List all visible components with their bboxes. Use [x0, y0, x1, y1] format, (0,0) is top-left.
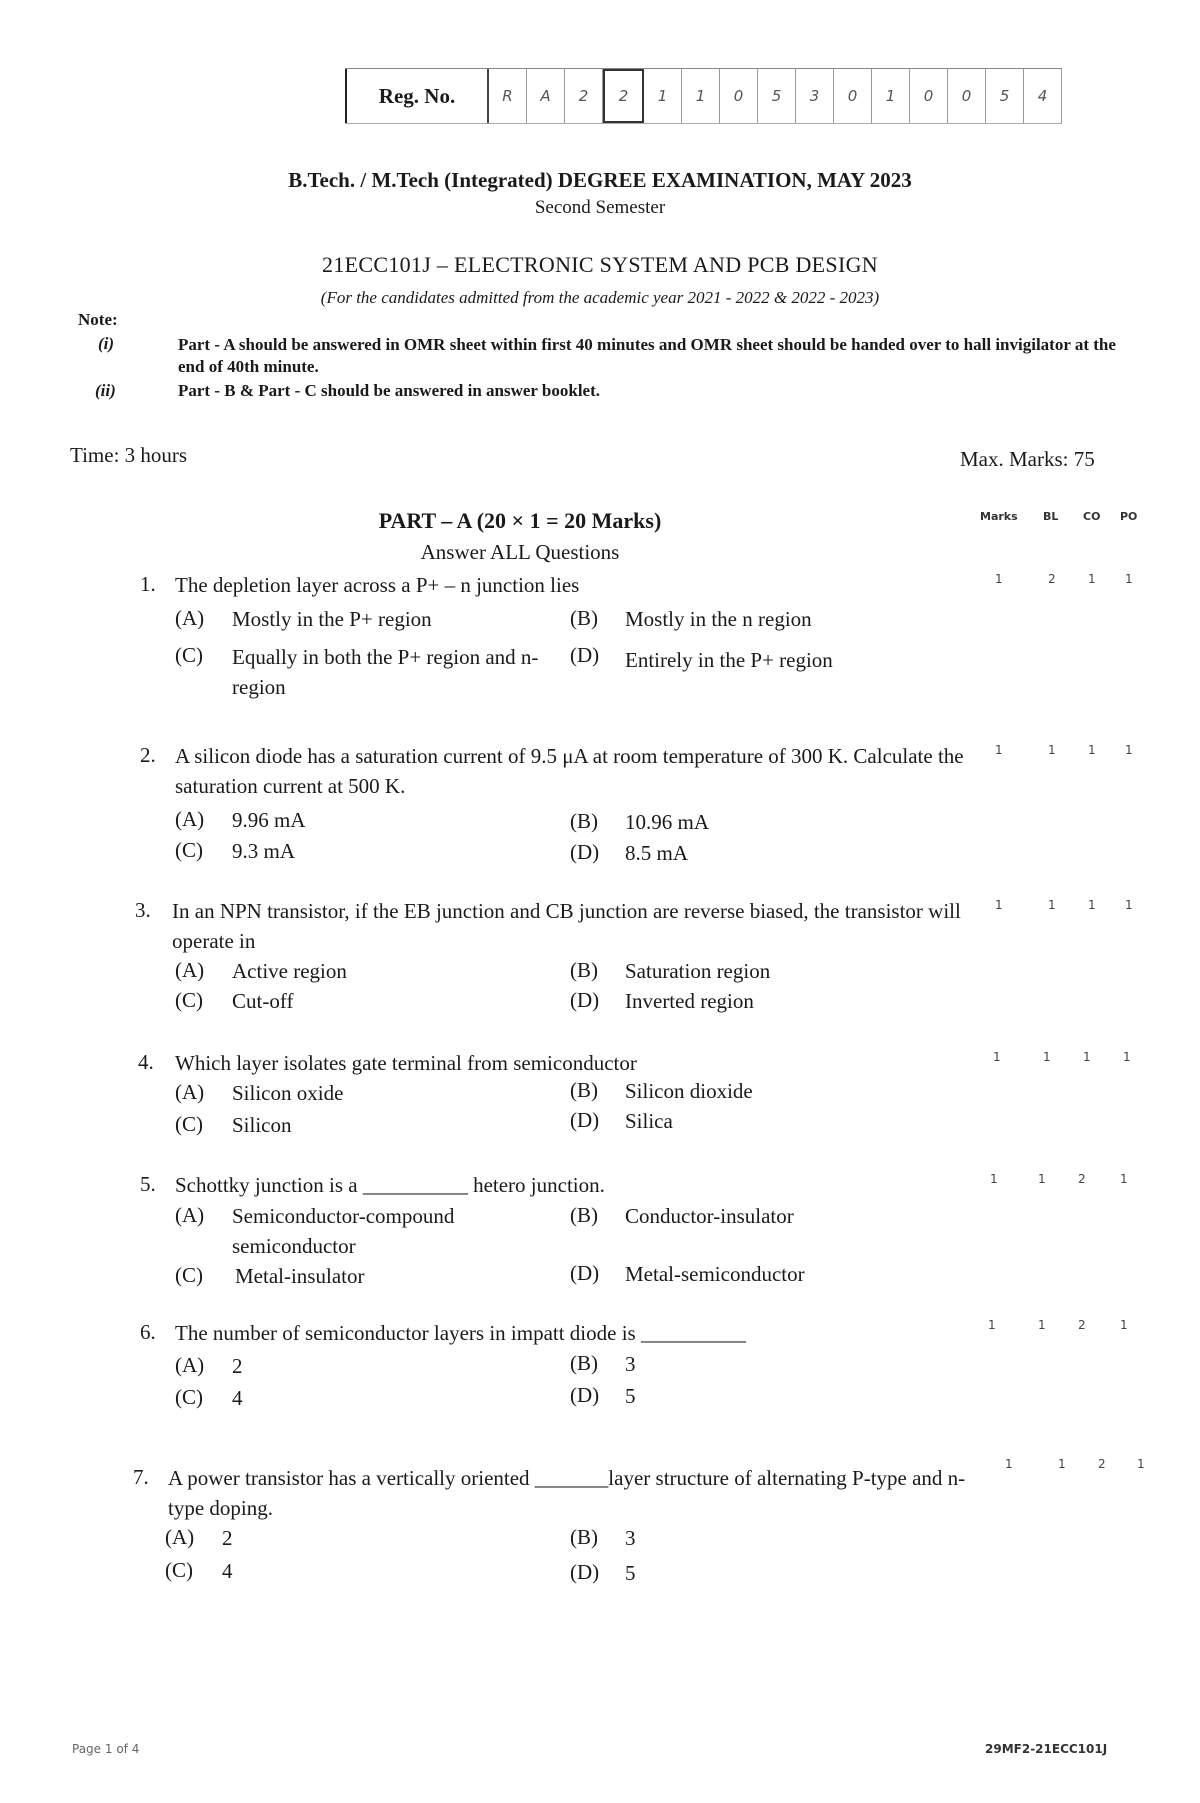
co-header: CO — [1083, 510, 1101, 523]
bl-value: 2 — [1048, 572, 1056, 586]
reg-cell: 2 — [565, 69, 603, 123]
option-text: 10.96 mA — [625, 810, 709, 834]
option-text: Inverted region — [625, 989, 754, 1013]
option-text: Equally in both the P+ region and n-region — [232, 645, 539, 699]
co-value: 1 — [1083, 1050, 1091, 1064]
option-text: 3 — [625, 1526, 636, 1550]
option-label: (A) — [165, 1525, 195, 1549]
option-label: (D) — [570, 643, 600, 667]
reg-cell: 2 — [603, 69, 644, 123]
question-text: Which layer isolates gate terminal from semiconductor — [175, 1051, 637, 1075]
question-text: The number of semiconductor layers in impatt diode is __________ — [175, 1321, 746, 1345]
option-text: 3 — [625, 1352, 636, 1376]
question-text: A silicon diode has a saturation current of 9.5 μA at room temperature of 300 K. Calculate the saturation current at 500 K. — [175, 744, 964, 798]
option-text: 2 — [232, 1354, 243, 1378]
note-text-content: Part - A should be answered in OMR sheet within first 40 minutes and OMR sheet should be handed over to hall invigilator at the end of 40th minute. — [178, 335, 1116, 376]
exam-duration: Time: 3 hours — [70, 443, 188, 467]
po-value: 1 — [1125, 743, 1133, 757]
po-header: PO — [1120, 510, 1138, 523]
option-text: 5 — [625, 1561, 636, 1585]
po-value: 1 — [1137, 1457, 1145, 1471]
paper-code: 29MF2-21ECC101J — [985, 1742, 1108, 1756]
option-text: Silicon oxide — [232, 1081, 344, 1105]
option-text: Metal-insulator — [235, 1264, 365, 1288]
marks-value: 1 — [993, 1050, 1001, 1064]
bl-value: 1 — [1048, 743, 1056, 757]
bl-value: 1 — [1043, 1050, 1051, 1064]
reg-number-box — [345, 68, 1062, 124]
reg-cell: A — [527, 69, 565, 123]
option-label: (C) — [175, 643, 203, 667]
part-a-instruction: Answer ALL Questions — [420, 540, 620, 564]
option-label: (A) — [175, 958, 205, 982]
option-text: Entirely in the P+ region — [625, 648, 833, 672]
semester: Second Semester — [534, 197, 666, 218]
question-number: 2. — [140, 743, 156, 767]
option-label: (C) — [175, 1263, 203, 1287]
part-a-title: PART – A (20 × 1 = 20 Marks) — [378, 508, 662, 533]
marks-header: Marks — [980, 510, 1018, 523]
question-number: 1. — [140, 572, 156, 596]
co-value: 1 — [1088, 898, 1096, 912]
marks-value: 1 — [995, 743, 1003, 757]
option-label: (D) — [570, 1261, 600, 1285]
marks-value: 1 — [1005, 1457, 1013, 1471]
max-marks: Max. Marks: 75 — [960, 447, 1095, 471]
reg-cell: 1 — [682, 69, 720, 123]
reg-cell: R — [489, 69, 527, 123]
note-text-content: Part - B & Part - C should be answered in answer booklet. — [178, 381, 601, 400]
reg-cell: 4 — [1024, 69, 1062, 123]
marks-value: 1 — [988, 1318, 996, 1332]
note-text — [178, 381, 1138, 401]
note-text — [178, 334, 1138, 378]
bl-value: 1 — [1048, 898, 1056, 912]
option-text: 9.96 mA — [232, 808, 306, 832]
bl-value: 1 — [1058, 1457, 1066, 1471]
option-label: (B) — [570, 1525, 598, 1549]
option-text: Mostly in the n region — [625, 607, 812, 631]
option-text: Silicon — [232, 1113, 292, 1137]
po-value: 1 — [1125, 898, 1133, 912]
question-number: 7. — [133, 1465, 149, 1489]
option-label: (C) — [175, 1112, 203, 1136]
reg-cell: 5 — [986, 69, 1024, 123]
question-text: Schottky junction is a __________ hetero junction. — [175, 1173, 605, 1197]
option-text: Cut-off — [232, 989, 294, 1013]
option-label: (D) — [570, 1560, 600, 1584]
po-value: 1 — [1120, 1318, 1128, 1332]
reg-cell: 5 — [758, 69, 796, 123]
option-label: (C) — [175, 1385, 203, 1409]
option-label: (D) — [570, 840, 600, 864]
po-value: 1 — [1125, 572, 1133, 586]
note-number: (ii) — [95, 381, 116, 400]
reg-cell: 0 — [720, 69, 758, 123]
bl-value: 1 — [1038, 1172, 1046, 1186]
option-text: Silica — [625, 1109, 673, 1133]
option-text: Metal-semiconductor — [625, 1262, 805, 1286]
option-label: (B) — [570, 1078, 598, 1102]
question-number: 3. — [135, 898, 151, 922]
co-value: 1 — [1088, 743, 1096, 757]
note-title: Note: — [78, 310, 118, 329]
option-label: (A) — [175, 1080, 205, 1104]
co-value: 2 — [1078, 1318, 1086, 1332]
option-text: Saturation region — [625, 959, 771, 983]
option-text: Mostly in the P+ region — [232, 607, 432, 631]
option-text: Semiconductor-compound semiconductor — [232, 1204, 455, 1258]
reg-cell: 0 — [948, 69, 986, 123]
marks-value: 1 — [990, 1172, 998, 1186]
option-label: (B) — [570, 1351, 598, 1375]
reg-cell: 1 — [872, 69, 910, 123]
option-text: 2 — [222, 1526, 233, 1550]
po-value: 1 — [1120, 1172, 1128, 1186]
question-text: In an NPN transistor, if the EB junction and CB junction are reverse biased, the transistor will operate in — [172, 899, 961, 953]
reg-cell: 3 — [796, 69, 834, 123]
option-text: 4 — [232, 1386, 243, 1410]
reg-cell: 0 — [834, 69, 872, 123]
question-number: 5. — [140, 1172, 156, 1196]
co-value: 1 — [1088, 572, 1096, 586]
question-number: 4. — [138, 1050, 154, 1074]
bl-value: 1 — [1038, 1318, 1046, 1332]
option-label: (A) — [175, 807, 205, 831]
marks-value: 1 — [995, 898, 1003, 912]
option-label: (A) — [175, 1203, 205, 1227]
option-label: (C) — [175, 988, 203, 1012]
option-text: Conductor-insulator — [625, 1204, 794, 1228]
po-value: 1 — [1123, 1050, 1131, 1064]
bl-header: BL — [1043, 510, 1059, 523]
option-label: (B) — [570, 809, 598, 833]
exam-title: B.Tech. / M.Tech (Integrated) DEGREE EXAMINATION, MAY 2023 — [288, 168, 912, 192]
option-text: 4 — [222, 1559, 233, 1583]
question-number: 6. — [140, 1320, 156, 1344]
option-text: Silicon dioxide — [625, 1079, 753, 1103]
option-text: 8.5 mA — [625, 841, 688, 865]
option-label: (A) — [175, 606, 205, 630]
co-value: 2 — [1098, 1457, 1106, 1471]
course-title: 21ECC101J – ELECTRONIC SYSTEM AND PCB DESIGN — [322, 252, 878, 277]
option-text: 9.3 mA — [232, 839, 295, 863]
question-text: The depletion layer across a P+ – n junction lies — [175, 573, 580, 597]
option-label: (D) — [570, 1108, 600, 1132]
option-label: (C) — [175, 838, 203, 862]
reg-cell: 0 — [910, 69, 948, 123]
reg-cell: 1 — [644, 69, 682, 123]
option-label: (B) — [570, 958, 598, 982]
option-label: (D) — [570, 988, 600, 1012]
option-label: (A) — [175, 1353, 205, 1377]
option-label: (D) — [570, 1383, 600, 1407]
admitted-note: (For the candidates admitted from the academic year 2021 - 2022 & 2022 - 2023) — [320, 288, 880, 307]
option-label: (C) — [165, 1558, 193, 1582]
option-text: Active region — [232, 959, 347, 983]
note-number: (i) — [98, 334, 115, 353]
page-number: Page 1 of 4 — [72, 1742, 140, 1756]
option-text: 5 — [625, 1384, 636, 1408]
marks-value: 1 — [995, 572, 1003, 586]
option-label: (B) — [570, 1203, 598, 1227]
option-label: (B) — [570, 606, 598, 630]
reg-number-label: Reg. No. — [345, 69, 489, 123]
question-text: A power transistor has a vertically oriented _______layer structure of alternating P-type and n-type doping. — [168, 1466, 966, 1520]
co-value: 2 — [1078, 1172, 1086, 1186]
